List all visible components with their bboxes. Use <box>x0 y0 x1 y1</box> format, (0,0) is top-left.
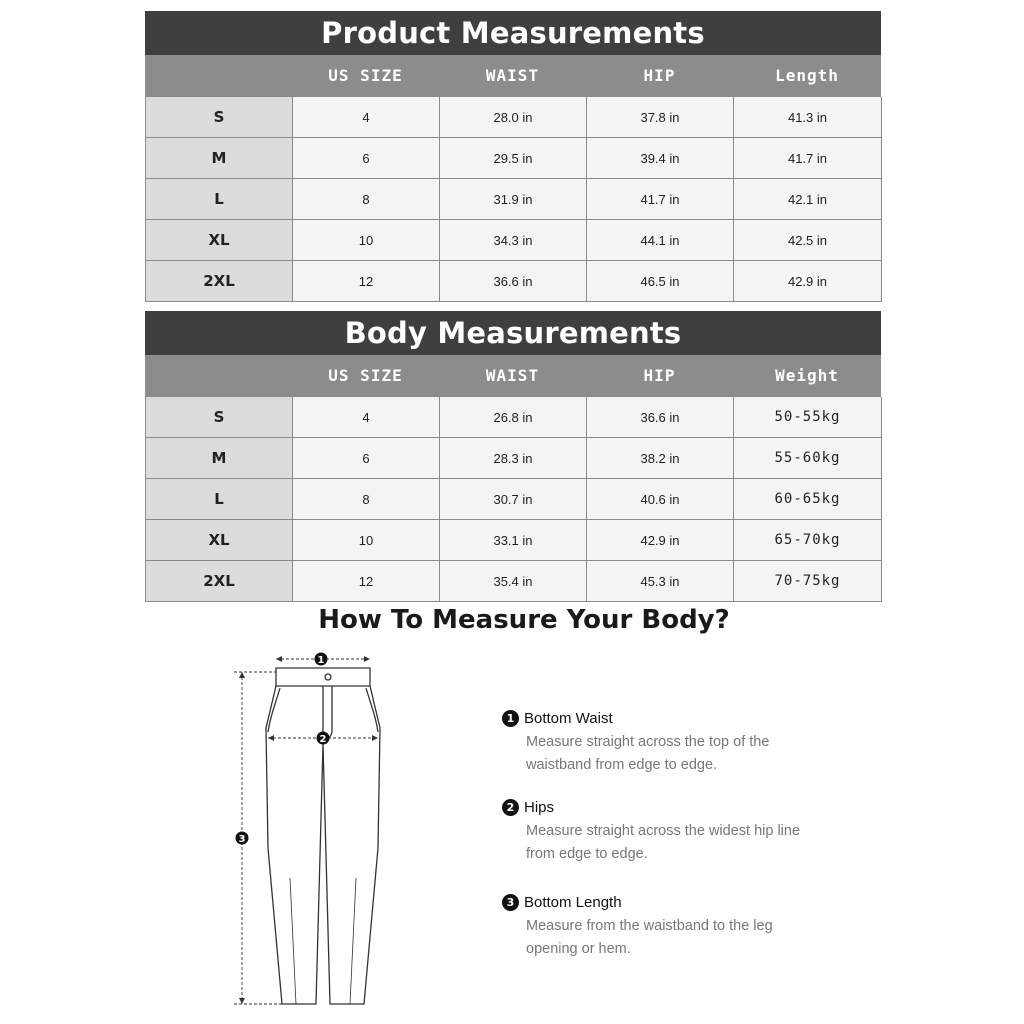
table-cell: 30.7 in <box>440 479 587 520</box>
body-measurements-table <box>145 311 881 602</box>
svg-text:3: 3 <box>238 834 246 845</box>
table-cell: 35.4 in <box>440 561 587 602</box>
table-cell: 41.7 in <box>587 179 734 220</box>
instruction-hips <box>502 799 862 866</box>
table-cell: 42.9 in <box>587 520 734 561</box>
table-cell: 34.3 in <box>440 220 587 261</box>
step-label: Bottom Waist <box>524 710 613 727</box>
size-cell: S <box>146 97 293 138</box>
marker-3 <box>236 832 249 846</box>
header-cell: Length <box>775 66 839 85</box>
table-cell: 4 <box>293 97 440 138</box>
pants-diagram <box>230 648 400 1014</box>
table-cell: 28.3 in <box>440 438 587 479</box>
step-description-line: from edge to edge. <box>526 846 648 862</box>
table-cell: 44.1 in <box>587 220 734 261</box>
table-cell: 6 <box>293 138 440 179</box>
how-to-measure-title: How To Measure Your Body? <box>318 605 730 635</box>
step-description-line: waistband from edge to edge. <box>526 757 718 773</box>
table-cell: 10 <box>293 220 440 261</box>
table-cell: 40.6 in <box>587 479 734 520</box>
table-body <box>145 396 881 602</box>
weight-cell: 50-55kg <box>734 397 882 438</box>
size-cell: L <box>146 479 293 520</box>
size-cell: XL <box>146 520 293 561</box>
table-cell: 33.1 in <box>440 520 587 561</box>
header-cell: WAIST <box>485 366 540 385</box>
table-row <box>146 179 881 220</box>
table-row <box>146 397 881 438</box>
table-cell: 4 <box>293 397 440 438</box>
table-cell: 42.1 in <box>734 179 882 220</box>
table-cell: 46.5 in <box>587 261 734 302</box>
step-number-badge: 3 <box>502 894 519 911</box>
size-cell: 2XL <box>146 261 293 302</box>
table-row <box>146 261 881 302</box>
instruction-bottom-length <box>502 894 862 961</box>
svg-text:2: 2 <box>319 734 327 745</box>
table-cell: 36.6 in <box>587 397 734 438</box>
table-body <box>145 96 881 302</box>
table-cell: 36.6 in <box>440 261 587 302</box>
step-description-line: Measure straight across the top of the <box>526 734 770 750</box>
size-cell: M <box>146 438 293 479</box>
weight-cell: 60-65kg <box>734 479 882 520</box>
table-cell: 6 <box>293 438 440 479</box>
step-number-badge: 2 <box>502 799 519 816</box>
instruction-bottom-waist <box>502 710 862 777</box>
header-cell: Weight <box>775 366 839 385</box>
header-cell <box>145 55 292 96</box>
size-cell: L <box>146 179 293 220</box>
step-description-line: opening or hem. <box>526 941 631 957</box>
table-cell: 29.5 in <box>440 138 587 179</box>
step-label: Hips <box>524 799 555 816</box>
marker-1 <box>315 653 328 667</box>
product-measurements-table <box>145 11 881 302</box>
table-cell: 45.3 in <box>587 561 734 602</box>
svg-text:1: 1 <box>317 655 325 666</box>
table-cell: 41.7 in <box>734 138 882 179</box>
table-cell: 26.8 in <box>440 397 587 438</box>
table-row <box>146 561 881 602</box>
weight-cell: 65-70kg <box>734 520 882 561</box>
header-cell: US SIZE <box>328 66 403 85</box>
table-cell: 10 <box>293 520 440 561</box>
table-row <box>146 138 881 179</box>
table-cell: 8 <box>293 179 440 220</box>
size-cell: 2XL <box>146 561 293 602</box>
header-cell: HIP <box>643 366 676 385</box>
table-title: Body Measurements <box>145 311 881 355</box>
table-cell: 38.2 in <box>587 438 734 479</box>
pants-illustration <box>230 648 400 1014</box>
size-cell: XL <box>146 220 293 261</box>
table-cell: 12 <box>293 561 440 602</box>
table-row <box>146 479 881 520</box>
header-row <box>145 355 881 396</box>
table-cell: 8 <box>293 479 440 520</box>
table-title: Product Measurements <box>145 11 881 55</box>
table-cell: 12 <box>293 261 440 302</box>
table-row <box>146 97 881 138</box>
step-description-line: Measure from the waistband to the leg <box>526 918 773 934</box>
marker-2 <box>317 732 330 746</box>
table-row <box>146 520 881 561</box>
table-cell: 31.9 in <box>440 179 587 220</box>
table-row <box>146 438 881 479</box>
table-cell: 42.5 in <box>734 220 882 261</box>
weight-cell: 55-60kg <box>734 438 882 479</box>
table-row <box>146 220 881 261</box>
header-cell: HIP <box>643 66 676 85</box>
header-cell <box>145 355 292 396</box>
table-cell: 39.4 in <box>587 138 734 179</box>
table-cell: 42.9 in <box>734 261 882 302</box>
size-cell: M <box>146 138 293 179</box>
size-cell: S <box>146 397 293 438</box>
header-row <box>145 55 881 96</box>
header-cell: US SIZE <box>328 366 403 385</box>
step-label: Bottom Length <box>524 894 622 911</box>
table-cell: 37.8 in <box>587 97 734 138</box>
weight-cell: 70-75kg <box>734 561 882 602</box>
step-number-badge: 1 <box>502 710 519 727</box>
table-cell: 41.3 in <box>734 97 882 138</box>
header-cell: WAIST <box>485 66 540 85</box>
table-cell: 28.0 in <box>440 97 587 138</box>
step-description-line: Measure straight across the widest hip line <box>526 823 801 839</box>
